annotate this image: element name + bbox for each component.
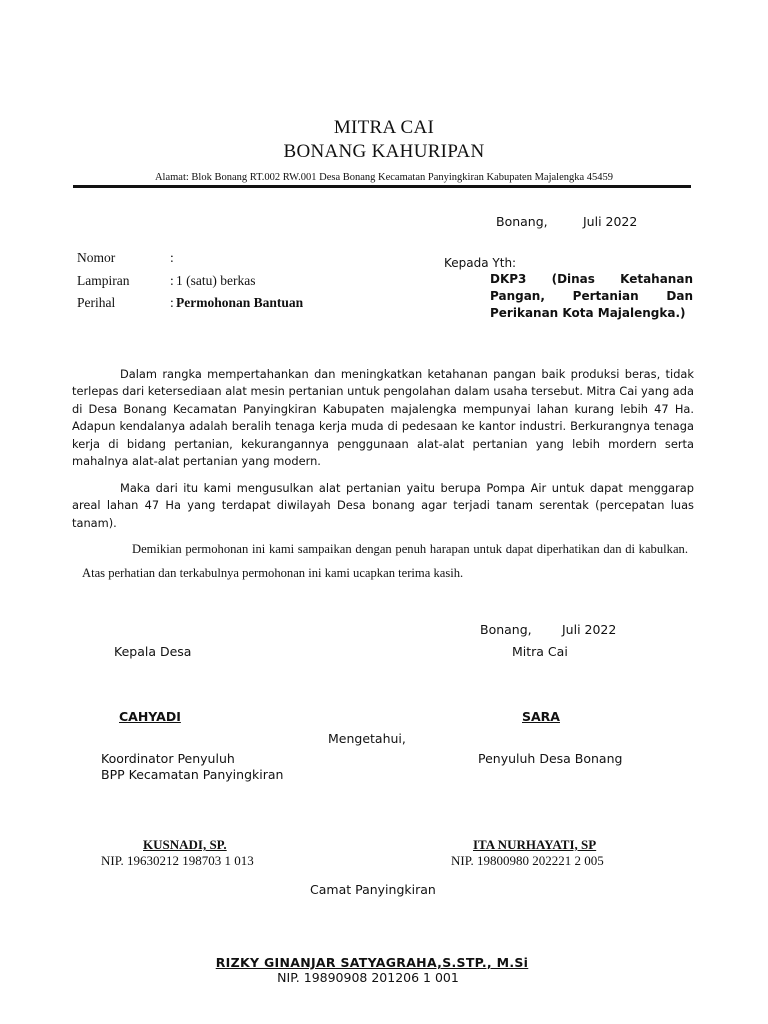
camat-name: RIZKY GINANJAR SATYAGRAHA,S.STP., M.Si — [215, 955, 529, 970]
camat-nip: NIP. 19890908 201206 1 001 — [277, 970, 459, 985]
body-paragraph-1: Dalam rangka mempertahankan dan meningkatkan ketahanan pangan baik produksi beras, tidak terlepas dari ketersediaan alat mesin pertanian untuk pengolahan dalam usaha tersebut. Mitra Cai yang ada di Desa Bonang Kecamatan Panyingkiran Kabupaten majalengka mempunyai lahan kurang lebih 47 Ha. Adapun kendalanya adalah beralih tenaga kerja muda di pedesaan ke kantor industri. Berkurangnya tenaga kerja di bidang pertanian, kekurangannya penggunaan alat-alat pertanian yang lebih mordern serta mahalnya alat-alat pertanian yang modern. — [72, 367, 695, 469]
body-paragraph-2: Maka dari itu kami mengusulkan alat pertanian yaitu berupa Pompa Air untuk dapat menggarap areal lahan 47 Ha yang terdapat diwilayah Desa bonang agar terjadi tanam serentak (percepatan luas tanam). — [72, 481, 694, 530]
org-address: Alamat: Blok Bonang RT.002 RW.001 Desa Bonang Kecamatan Panyingkiran Kabupaten Majalengka 45459 — [154, 172, 614, 183]
meta-label-lampiran: Lampiran — [77, 273, 130, 288]
meta-value-lampiran: 1 (satu) berkas — [176, 273, 256, 288]
signatory-left-title: Kepala Desa — [114, 644, 192, 659]
recipient-line2: Pangan, Pertanian Dan — [490, 289, 693, 303]
recipient-greeting: Kepada Yth: — [444, 256, 517, 270]
recipient-line3: Perikanan Kota Majalengka.) — [490, 306, 686, 320]
letter-date-place: Bonang, — [496, 214, 548, 229]
signature-date-month: Juli 2022 — [562, 622, 617, 637]
extension-officer-nip: NIP. 19800980 202221 2 005 — [451, 853, 604, 868]
body-paragraph-3: Demikian permohonan ini kami sampaikan dengan penuh harapan untuk dapat diperhatikan dan di kabulkan. Atas perhatian dan terkabulnya permohonan ini kami ucapkan terima kasih. — [82, 542, 688, 580]
acknowledged-label: Mengetahui, — [328, 731, 406, 746]
org-name-line2: BONANG KAHURIPAN — [283, 141, 485, 162]
camat-title: Camat Panyingkiran — [310, 882, 436, 897]
meta-colon-nomor: : — [170, 250, 174, 265]
coordinator-title-line1: Koordinator Penyuluh — [101, 751, 235, 766]
meta-label-perihal: Perihal — [77, 295, 116, 310]
coordinator-name: KUSNADI, SP. — [143, 837, 227, 852]
signatory-left-name: CAHYADI — [119, 709, 181, 724]
signature-date-place: Bonang, — [480, 622, 532, 637]
coordinator-title-line2: BPP Kecamatan Panyingkiran — [101, 767, 284, 782]
letterhead-divider — [73, 185, 691, 188]
meta-colon-perihal: : — [170, 295, 174, 310]
recipient-line1: DKP3 (Dinas Ketahanan — [490, 272, 693, 286]
signatory-right-title: Mitra Cai — [512, 644, 568, 659]
extension-officer-title: Penyuluh Desa Bonang — [478, 751, 623, 766]
signatory-right-name: SARA — [522, 709, 560, 724]
coordinator-nip: NIP. 19630212 198703 1 013 — [101, 853, 254, 868]
extension-officer-name: ITA NURHAYATI, SP — [473, 837, 597, 852]
meta-value-perihal: Permohonan Bantuan — [176, 295, 304, 310]
recipient-address — [490, 271, 693, 322]
meta-colon-lampiran: : — [170, 273, 174, 288]
org-name-line1: MITRA CAI — [333, 117, 435, 138]
meta-label-nomor: Nomor — [77, 250, 116, 265]
letter-date-month: Juli 2022 — [583, 214, 638, 229]
